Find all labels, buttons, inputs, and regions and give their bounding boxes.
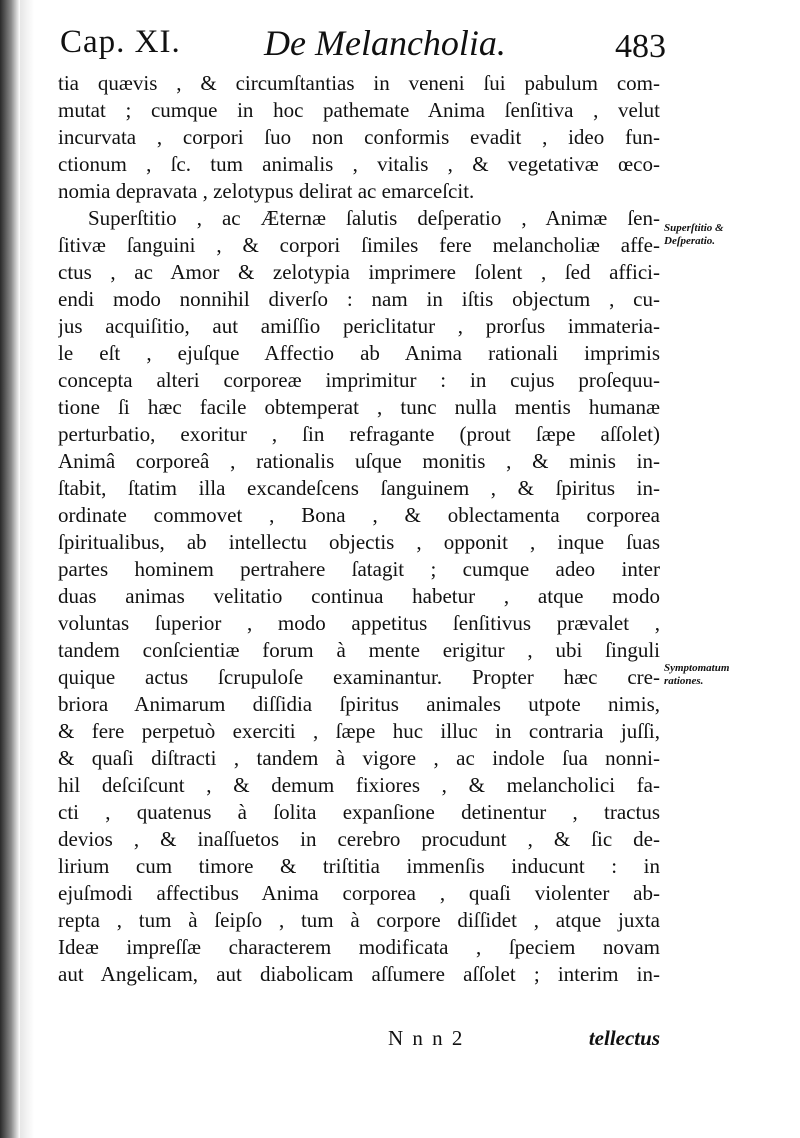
text-line: quique actus ſcrupuloſe examinantur. Propter hæc cre- [58,665,660,689]
text-line: devios , & inaſſuetos in cerebro procudunt , & ſic de- [58,827,660,851]
text-line: voluntas ſuperior , modo appetitus ſenſitivus prævalet , [58,611,660,635]
text-line: aut Angelicam, aut diabolicam aſſumere aſſolet ; interim in- [58,962,660,986]
text-line: hil deſciſcunt , & demum fixiores , & melancholici fa- [58,773,660,797]
running-title: De Melancholia. [264,23,506,63]
text-line: cti , quatenus à ſolita expanſione detinentur , tractus [58,800,660,824]
text-line: ſpiritualibus, ab intellectu objectis , opponit , inque ſuas [58,530,660,554]
text-line: duas animas velitatio continua habetur , atque modo [58,584,660,608]
page-footer [58,1026,660,1056]
text-line: jus acquiſitio, aut amiſſio periclitatur , prorſus immateria- [58,314,660,338]
body-text [58,70,660,988]
margin-note-symptomatum [664,662,794,688]
catchword: tellectus [588,1026,660,1050]
text-line: & quaſi diſtracti , tandem à vigore , ac indole ſua nonni- [58,746,660,770]
text-line: & fere perpetuò exerciti , ſæpe huc illuc in contraria juſſi, [58,719,660,743]
text-line: mutat ; cumque in hoc pathemate Anima ſenſitiva , velut [58,98,660,122]
text-line: lirium cum timore & triſtitia immenſis inducunt : in [58,854,660,878]
text-line: ſtabit, ſtatim illa excandeſcens ſanguinem , & ſpiritus in- [58,476,660,500]
running-header [54,14,666,66]
text-line: tione ſi hæc facile obtemperat , tunc nulla mentis humanæ [58,395,660,419]
text-line: Animâ corporeâ , rationalis uſque monitis , & minis in- [58,449,660,473]
text-line: incurvata , corpori ſuo non conformis evadit , ideo fun- [58,125,660,149]
text-line: repta , tum à ſeipſo , tum à corpore diſſidet , atque juxta [58,908,660,932]
text-line: ordinate commovet , Bona , & oblectamenta corporea [58,503,660,527]
margin-note-line: rationes. [664,675,704,687]
text-line: concepta alteri corporeæ imprimitur : in cujus proſequu- [58,368,660,392]
page-gutter-shadow [0,0,20,1138]
margin-note-line: Deſperatio. [664,235,716,247]
text-line: nomia depravata , zelotypus delirat ac emarceſcit. [58,179,475,203]
text-line: tandem conſcientiæ forum à mente erigitur , ubi ſinguli [58,638,660,662]
text-line: Superſtitio , ac Æternæ ſalutis deſperatio , Animæ ſen- [88,206,660,230]
text-line: ctionum , ſc. tum animalis , vitalis , & vegetativæ œco- [58,152,660,176]
text-line: perturbatio, exoritur , ſin refragante (prout ſæpe aſſolet) [58,422,660,446]
text-line: endi modo nonnihil diverſo : nam in iſtis objectum , cu- [58,287,660,311]
text-line: partes hominem pertrahere ſatagit ; cumque adeo inter [58,557,660,581]
text-line: ſitivæ ſanguini , & corpori ſimiles fere melancholiæ affe- [58,233,660,257]
text-line: tia quævis , & circumſtantias in veneni ſui pabulum com- [58,71,660,95]
margin-note-line: Superſtitio & [664,222,724,234]
margin-note-line: Symptomatum [664,662,730,674]
text-line: briora Animarum diſſidia ſpiritus animales utpote nimis, [58,692,660,716]
chapter-label: Cap. XI. [60,24,181,60]
text-line: Ideæ impreſſæ characterem modificata , ſpeciem novam [58,935,660,959]
margin-note-superstitio [664,222,794,248]
page-number: 483 [615,28,666,65]
text-line: le eſt , ejuſque Affectio ab Anima rationali imprimis [58,341,660,365]
text-line: ejuſmodi affectibus Anima corporea , quaſi violenter ab- [58,881,660,905]
signature-mark: N n n 2 [388,1026,465,1050]
page-gutter-fade [20,0,34,1138]
text-line: ctus , ac Amor & zelotypia imprimere ſolent , ſed affici- [58,260,660,284]
